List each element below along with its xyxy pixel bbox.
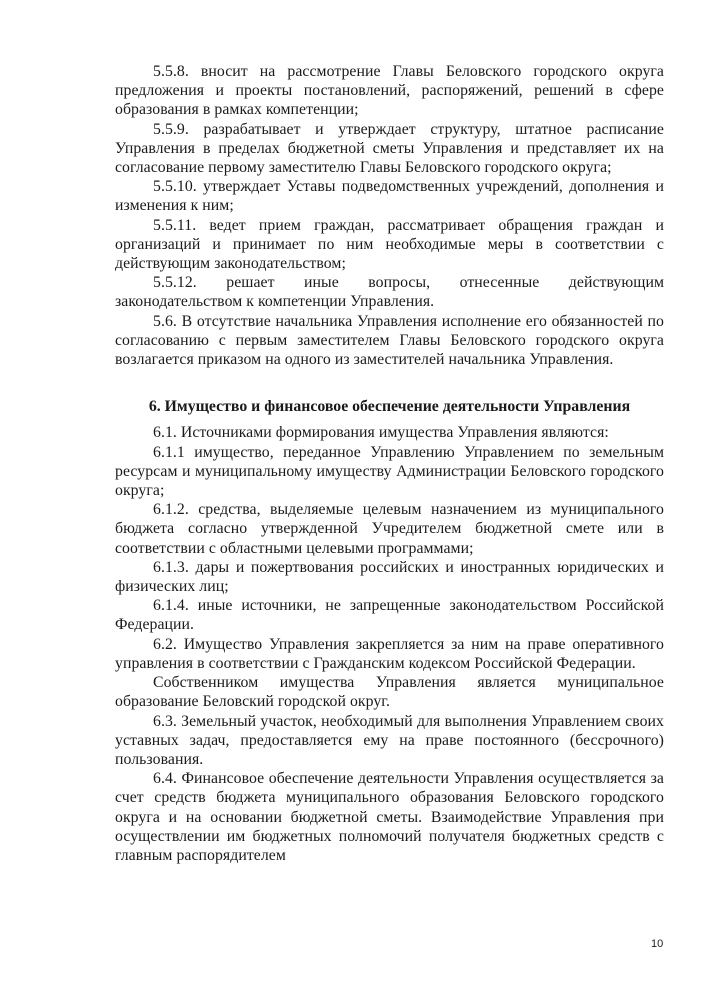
paragraph-6-1-4: 6.1.4. иные источники, не запрещенные законодательством Российской Федерации.	[115, 597, 664, 634]
paragraph-6-1-2: 6.1.2. средства, выделяемые целевым назначением из муниципального бюджета согласно утвержденной Учредителем бюджетной смете или в соответствии с областными целевыми программами;	[115, 501, 664, 557]
paragraph-6-1: 6.1. Источниками формирования имущества Управления являются:	[153, 424, 609, 442]
paragraph-5-5-10: 5.5.10. утверждает Уставы подведомственных учреждений, дополнения и изменения к ним;	[115, 178, 664, 215]
paragraph-5-5-11: 5.5.11. ведет прием граждан, рассматривает обращения граждан и организаций и принимает по ним необходимые меры в соответствии с действующим законодательством;	[115, 216, 664, 273]
paragraph-6-1-3: 6.1.3. дары и пожертвования российских и иностранных юридических и физических лиц;	[115, 558, 664, 596]
paragraph-5-5-9: 5.5.9. разрабатывает и утверждает структуру, штатное расписание Управления в пределах бюджетной сметы Управления и представляет их на согласование первому заместителю Главы Беловского городского округа;	[115, 120, 664, 177]
paragraph-5-5-8: 5.5.8. вносит на рассмотрение Главы Беловского городского округа предложения и проекты постановлений, распоряжений, решений в сфере образования в рамках компетенции;	[115, 63, 664, 119]
paragraph-5-6: 5.6. В отсутствие начальника Управления исполнение его обязанностей по согласованию с первым заместителем Главы Беловского городского округа возлагается приказом на одного из заместителей начальника Управления.	[115, 312, 664, 369]
paragraph-6-3: 6.3. Земельный участок, необходимый для выполнения Управлением своих уставных задач, предоставляется ему на праве постоянного (бессрочного) пользования.	[115, 712, 664, 768]
paragraph-6-1-1: 6.1.1 имущество, переданное Управлению Управлением по земельным ресурсам и муниципальному имуществу Администрации Беловского городского округа;	[115, 443, 664, 500]
page-body	[115, 62, 664, 865]
paragraph-5-5-12: 5.5.12. решает иные вопросы, отнесенные действующим законодательством к компетенции Управления.	[115, 274, 664, 311]
section-heading: 6. Имущество и финансовое обеспечение деятельности Управления	[148, 398, 631, 416]
paragraph-owner: Собственником имущества Управления является муниципальное образование Беловский городской округ.	[115, 674, 664, 711]
paragraph-6-2: 6.2. Имущество Управления закрепляется за ним на праве оперативного управления в соответствии с Гражданским кодексом Российской Федерации.	[115, 635, 664, 672]
paragraph-6-4: 6.4. Финансовое обеспечение деятельности Управления осуществляется за счет средств бюджета муниципального образования Беловского городского округа и на основании бюджетной сметы. Взаимодействие Управления при осуществлении им бюджетных полномочий получателя бюджетных средств с главным распорядителем	[115, 770, 664, 864]
page-number: 10	[651, 938, 664, 950]
